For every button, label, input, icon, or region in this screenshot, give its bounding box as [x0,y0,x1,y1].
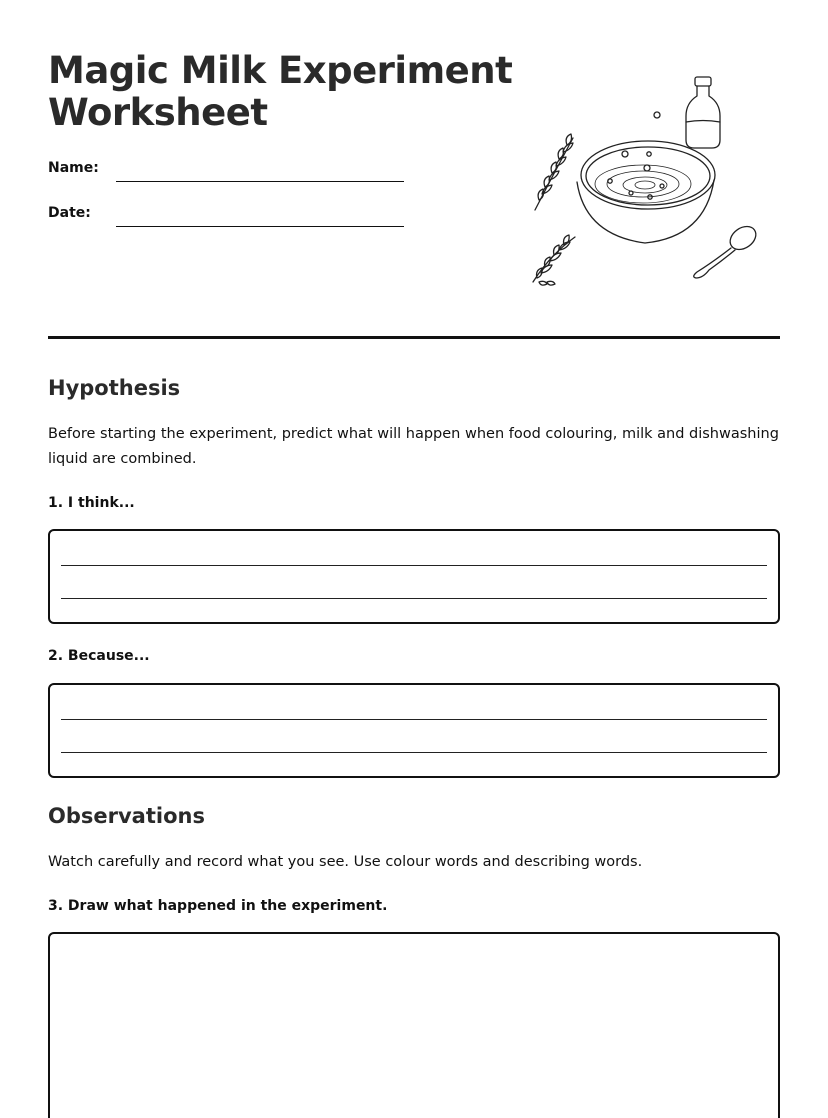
observations-heading: Observations [48,804,205,828]
date-label: Date: [48,205,91,221]
name-label: Name: [48,160,99,176]
observations-intro: Watch carefully and record what you see. Use colour words and describing words. [48,854,643,870]
name-field[interactable] [116,181,404,182]
question-3-label: 3. Draw what happened in the experiment. [48,898,388,914]
answer-box-1[interactable] [48,529,780,624]
date-field[interactable] [116,226,404,227]
drawing-box[interactable] [48,932,780,1118]
question-1-label: 1. I think... [48,495,135,511]
spoon-icon [694,222,760,278]
answer-line [61,719,767,720]
page-title: Magic Milk Experiment Worksheet [48,49,513,134]
milk-bowl-icon [577,141,715,243]
hypothesis-heading: Hypothesis [48,376,181,400]
hypothesis-intro: Before starting the experiment, predict what will happen when food colouring, milk and dishwashing liquid are combined. [48,426,779,467]
answer-line [61,598,767,599]
answer-box-2[interactable] [48,683,780,778]
wheat-icon [535,134,573,210]
milk-bottle-icon [686,77,720,148]
header-divider [48,336,780,339]
experiment-illustration [525,70,770,295]
answer-line [61,752,767,753]
wheat-icon [533,235,575,285]
answer-line [61,565,767,566]
question-2-label: 2. Because... [48,648,150,664]
